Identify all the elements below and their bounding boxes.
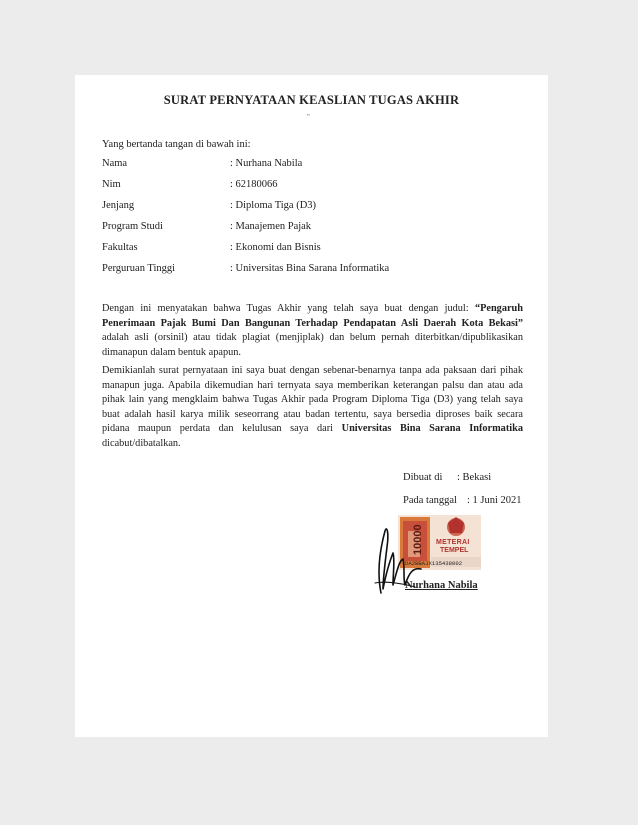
field-row-program-studi [102, 221, 502, 235]
field-row-jenjang [102, 200, 502, 214]
field-label: Nim [102, 179, 121, 190]
paragraph-text: Demikianlah surat pernyataan ini saya buat dengan sebenar-benarnya tanpa ada paksaan dari pihak manapun juga. Apabila dikemudian hari ternyata saya memberikan keterangan palsu dan atau ada pihak lain yang mengklaim bahwa Tugas Akhir pada Program Diploma Tiga (D3) yang telah saya buat adalah hasil karya milik seseorrang atau badan tertentu, saya bersedia diproses baik secara pidana maupun perdata dan kelulusan saya dari [102, 365, 523, 435]
field-value: : Diploma Tiga (D3) [230, 200, 317, 211]
stamp-value: 10000 [412, 524, 424, 555]
field-label: Fakultas [102, 242, 138, 253]
date-value: : 1 Juni 2021 [467, 495, 522, 506]
field-row-nama [102, 158, 502, 172]
field-value: : 62180066 [230, 179, 278, 190]
field-row-fakultas [102, 242, 502, 256]
paragraph-text: Dengan ini menyatakan bahwa Tugas Akhir yang telah saya buat dengan judul: [102, 303, 475, 314]
stamp-serial: DA2BBAJX135438002 [405, 560, 463, 567]
field-label: Program Studi [102, 221, 163, 232]
paragraph-text: adalah asli (orsinil) atau tidak plagiat (menjiplak) dan belum pernah diterbitkan/dipublikasikan dimanapun dalam bentuk apapun. [102, 332, 523, 358]
place-label: Dibuat di [403, 472, 443, 483]
title-mark: " [307, 113, 310, 121]
field-label: Nama [102, 158, 128, 169]
thesis-title: “Pengaruh Penerimaan Pajak Bumi Dan Bangunan Terhadap Pendapatan Asli Daerah Kota Bekasi” [102, 303, 523, 329]
field-value: : Universitas Bina Sarana Informatika [230, 263, 390, 274]
field-label: Jenjang [102, 200, 135, 211]
intro-text: Yang bertanda tangan di bawah ini: [102, 139, 251, 150]
document-title: SURAT PERNYATAAN KEASLIAN TUGAS AKHIR [163, 93, 460, 107]
field-row-nim [102, 179, 502, 193]
field-value: : Nurhana Nabila [230, 158, 303, 169]
place-value: : Bekasi [457, 472, 492, 483]
field-value: : Ekonomi dan Bisnis [230, 242, 321, 253]
stamp-label-line2: TEMPEL [440, 547, 469, 554]
document-page [75, 75, 548, 737]
signer-name: Nurhana Nabila [405, 580, 478, 591]
university-name: Universitas Bina Sarana Informatika [341, 423, 523, 435]
declaration-paragraph [102, 364, 523, 452]
statement-paragraph [102, 302, 523, 360]
field-value: : Manajemen Pajak [230, 221, 312, 232]
date-label: Pada tanggal [403, 495, 457, 506]
field-label: Perguruan Tinggi [102, 263, 176, 274]
stamp-label-line1: METERAI [436, 539, 470, 546]
field-row-perguruan-tinggi [102, 263, 502, 277]
paragraph-text: dicabut/dibatalkan. [102, 437, 181, 449]
